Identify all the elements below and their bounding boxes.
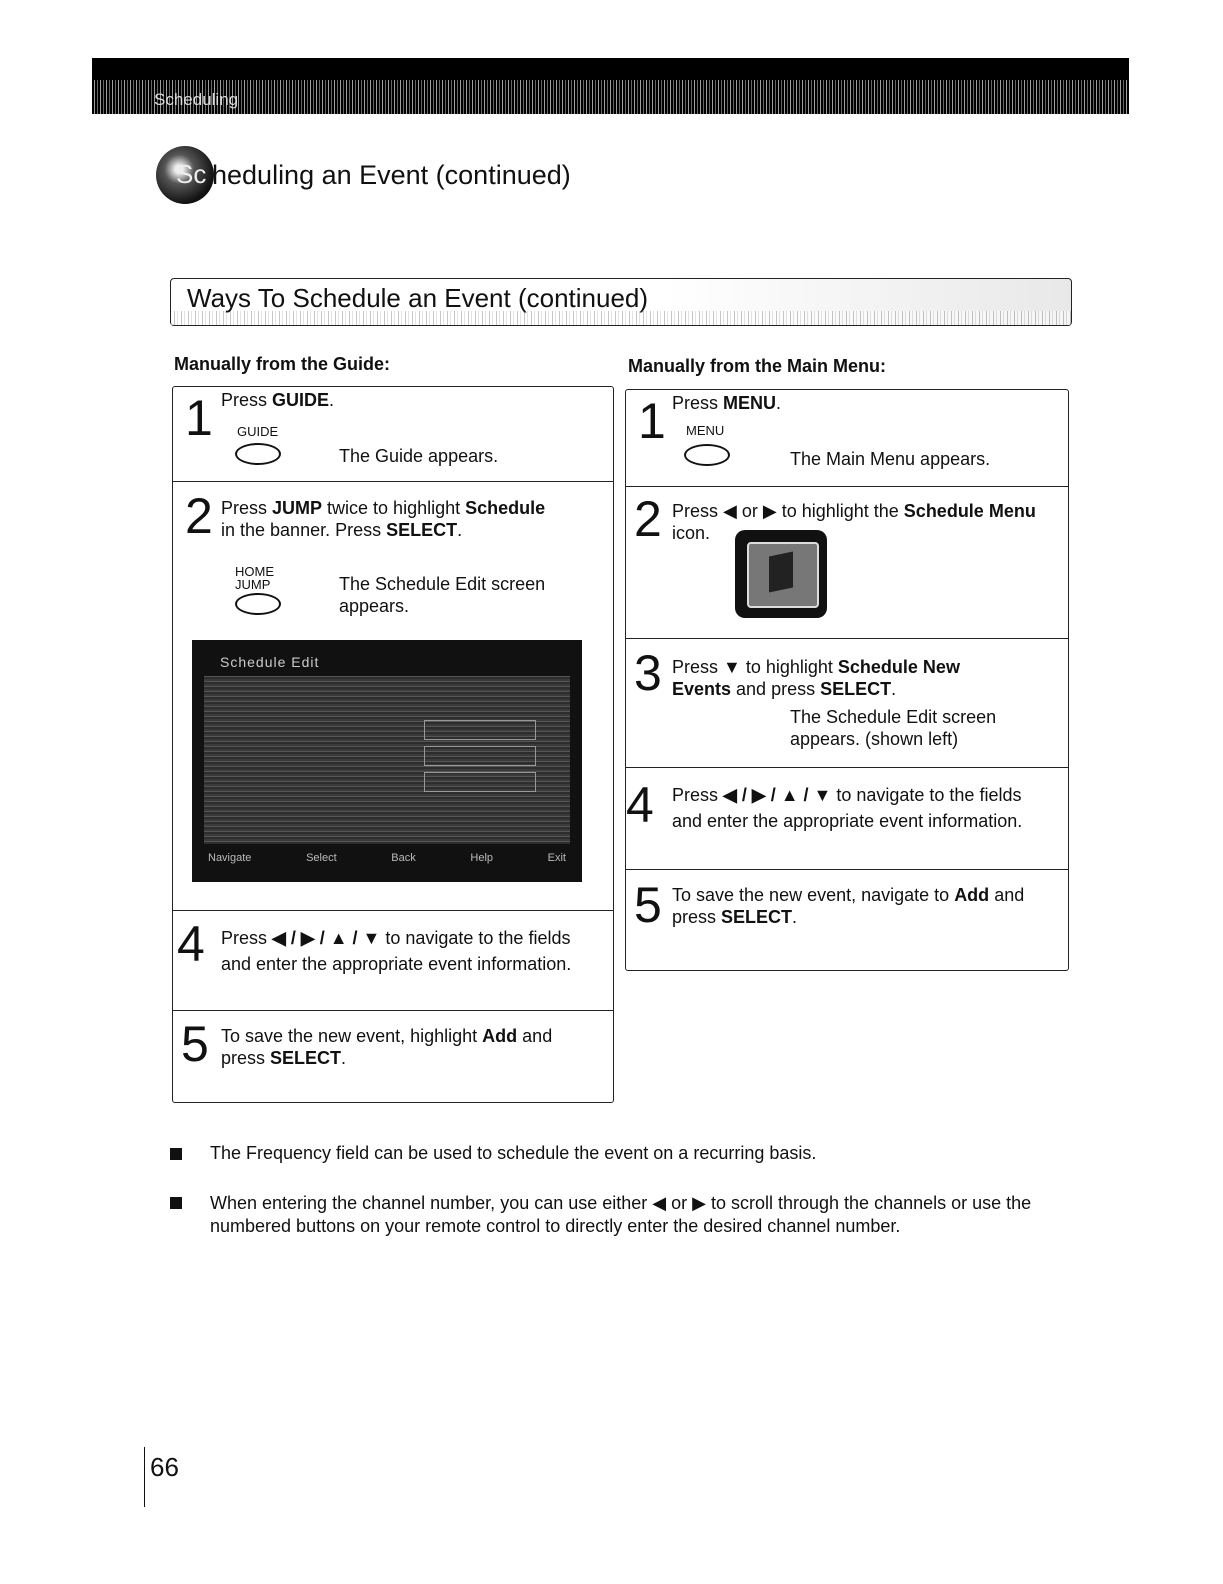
header-section-label: Scheduling bbox=[154, 90, 239, 109]
menu-button-icon bbox=[684, 444, 730, 466]
page-number: 66 bbox=[150, 1452, 179, 1482]
left-separator-2 bbox=[173, 910, 613, 911]
screen-footer-exit: Exit bbox=[547, 852, 566, 864]
guide-button-icon bbox=[235, 443, 281, 465]
header-dither bbox=[92, 80, 1129, 114]
schedule-menu-icon-inner bbox=[747, 542, 819, 608]
right-step4-line2: and enter the appropriate event information. bbox=[672, 811, 1023, 831]
right-step4-line1: Press ◀ / ▶ / ▲ / ▼ to navigate to the fields bbox=[672, 785, 1022, 805]
header-bar bbox=[92, 58, 1129, 114]
left-step1-result: The Guide appears. bbox=[339, 446, 499, 466]
left-step5-number: 5 bbox=[181, 1016, 209, 1072]
guide-button-label: GUIDE bbox=[237, 424, 279, 439]
right-separator-2 bbox=[626, 638, 1068, 639]
screen-field bbox=[424, 772, 536, 792]
menu-button-label: MENU bbox=[686, 423, 725, 438]
title-disc-icon bbox=[156, 146, 214, 204]
right-separator-1 bbox=[626, 486, 1068, 487]
right-step3-result-line2: appears. (shown left) bbox=[790, 729, 959, 749]
left-step2-line1: Press JUMP twice to highlight Schedule bbox=[221, 498, 546, 518]
right-step2-line1: Press ◀ or ▶ to highlight the Schedule Menu bbox=[672, 501, 1036, 521]
note-frequency: The Frequency field can be used to schedule the event on a recurring basis. bbox=[210, 1143, 817, 1163]
jump-button-label: JUMP bbox=[235, 577, 271, 592]
right-step1-result: The Main Menu appears. bbox=[790, 449, 991, 469]
left-separator-1 bbox=[173, 481, 613, 482]
right-separator-4 bbox=[626, 869, 1068, 870]
left-step2-number: 2 bbox=[185, 488, 213, 544]
left-step1-number: 1 bbox=[185, 390, 213, 446]
left-separator-3 bbox=[173, 1010, 613, 1011]
left-step4-line1: Press ◀ / ▶ / ▲ / ▼ to navigate to the fields bbox=[221, 928, 571, 948]
screen-footer-help: Help bbox=[470, 852, 494, 864]
left-step5-line1: To save the new event, highlight Add and bbox=[221, 1026, 553, 1046]
screen-body bbox=[204, 676, 570, 844]
left-step4-number: 4 bbox=[177, 916, 205, 972]
page-number-rule bbox=[144, 1447, 145, 1507]
screen-footer-back: Back bbox=[391, 852, 416, 864]
note-bullet bbox=[170, 1197, 182, 1209]
screen-footer-navigate: Navigate bbox=[208, 852, 252, 864]
right-column-heading: Manually from the Main Menu: bbox=[628, 356, 887, 376]
screen-footer bbox=[204, 852, 570, 872]
right-step2-line2: icon. bbox=[672, 523, 711, 543]
section-banner bbox=[170, 278, 1072, 326]
left-step2-result-line2: appears. bbox=[339, 596, 410, 616]
page-title: heduling an Event (continued) bbox=[212, 160, 571, 190]
right-step5-line2: press SELECT. bbox=[672, 907, 798, 927]
schedule-edit-screen-image bbox=[192, 640, 582, 882]
title-disc-letters: Sc bbox=[176, 159, 207, 189]
right-steps-panel bbox=[625, 389, 1069, 971]
right-step3-line1: Press ▼ to highlight Schedule New bbox=[672, 657, 960, 677]
right-step3-line2: Events and press SELECT. bbox=[672, 679, 897, 699]
schedule-menu-icon bbox=[735, 530, 827, 618]
screen-field bbox=[424, 720, 536, 740]
screen-title: Schedule Edit bbox=[220, 654, 320, 670]
right-step2-number: 2 bbox=[634, 491, 662, 547]
left-step2-line2: in the banner. Press SELECT. bbox=[221, 520, 463, 540]
left-step1-text: Press GUIDE. bbox=[221, 390, 335, 410]
right-step1-text: Press MENU. bbox=[672, 393, 782, 413]
left-step2-result-line1: The Schedule Edit screen bbox=[339, 574, 546, 594]
right-step5-line1: To save the new event, navigate to Add and bbox=[672, 885, 1025, 905]
jump-button-icon bbox=[235, 593, 281, 615]
section-title: Ways To Schedule an Event (continued) bbox=[187, 283, 649, 313]
right-step3-number: 3 bbox=[634, 645, 662, 701]
right-step5-number: 5 bbox=[634, 877, 662, 933]
right-step1-number: 1 bbox=[638, 393, 666, 449]
note-channel: When entering the channel number, you can use either ◀ or ▶ to scroll through the channels or use the numbered buttons on your remote control to directly enter the desired channel number. bbox=[210, 1193, 1032, 1236]
screen-field bbox=[424, 746, 536, 766]
note-bullet bbox=[170, 1148, 182, 1160]
right-step4-number: 4 bbox=[626, 777, 654, 833]
left-column-heading: Manually from the Guide: bbox=[174, 354, 391, 374]
right-separator-3 bbox=[626, 767, 1068, 768]
home-button-label: HOME bbox=[235, 564, 274, 579]
screen-footer-select: Select bbox=[306, 852, 337, 864]
left-step4-line2: and enter the appropriate event information. bbox=[221, 954, 572, 974]
left-step5-line2: press SELECT. bbox=[221, 1048, 347, 1068]
right-step3-result-line1: The Schedule Edit screen bbox=[790, 707, 997, 727]
